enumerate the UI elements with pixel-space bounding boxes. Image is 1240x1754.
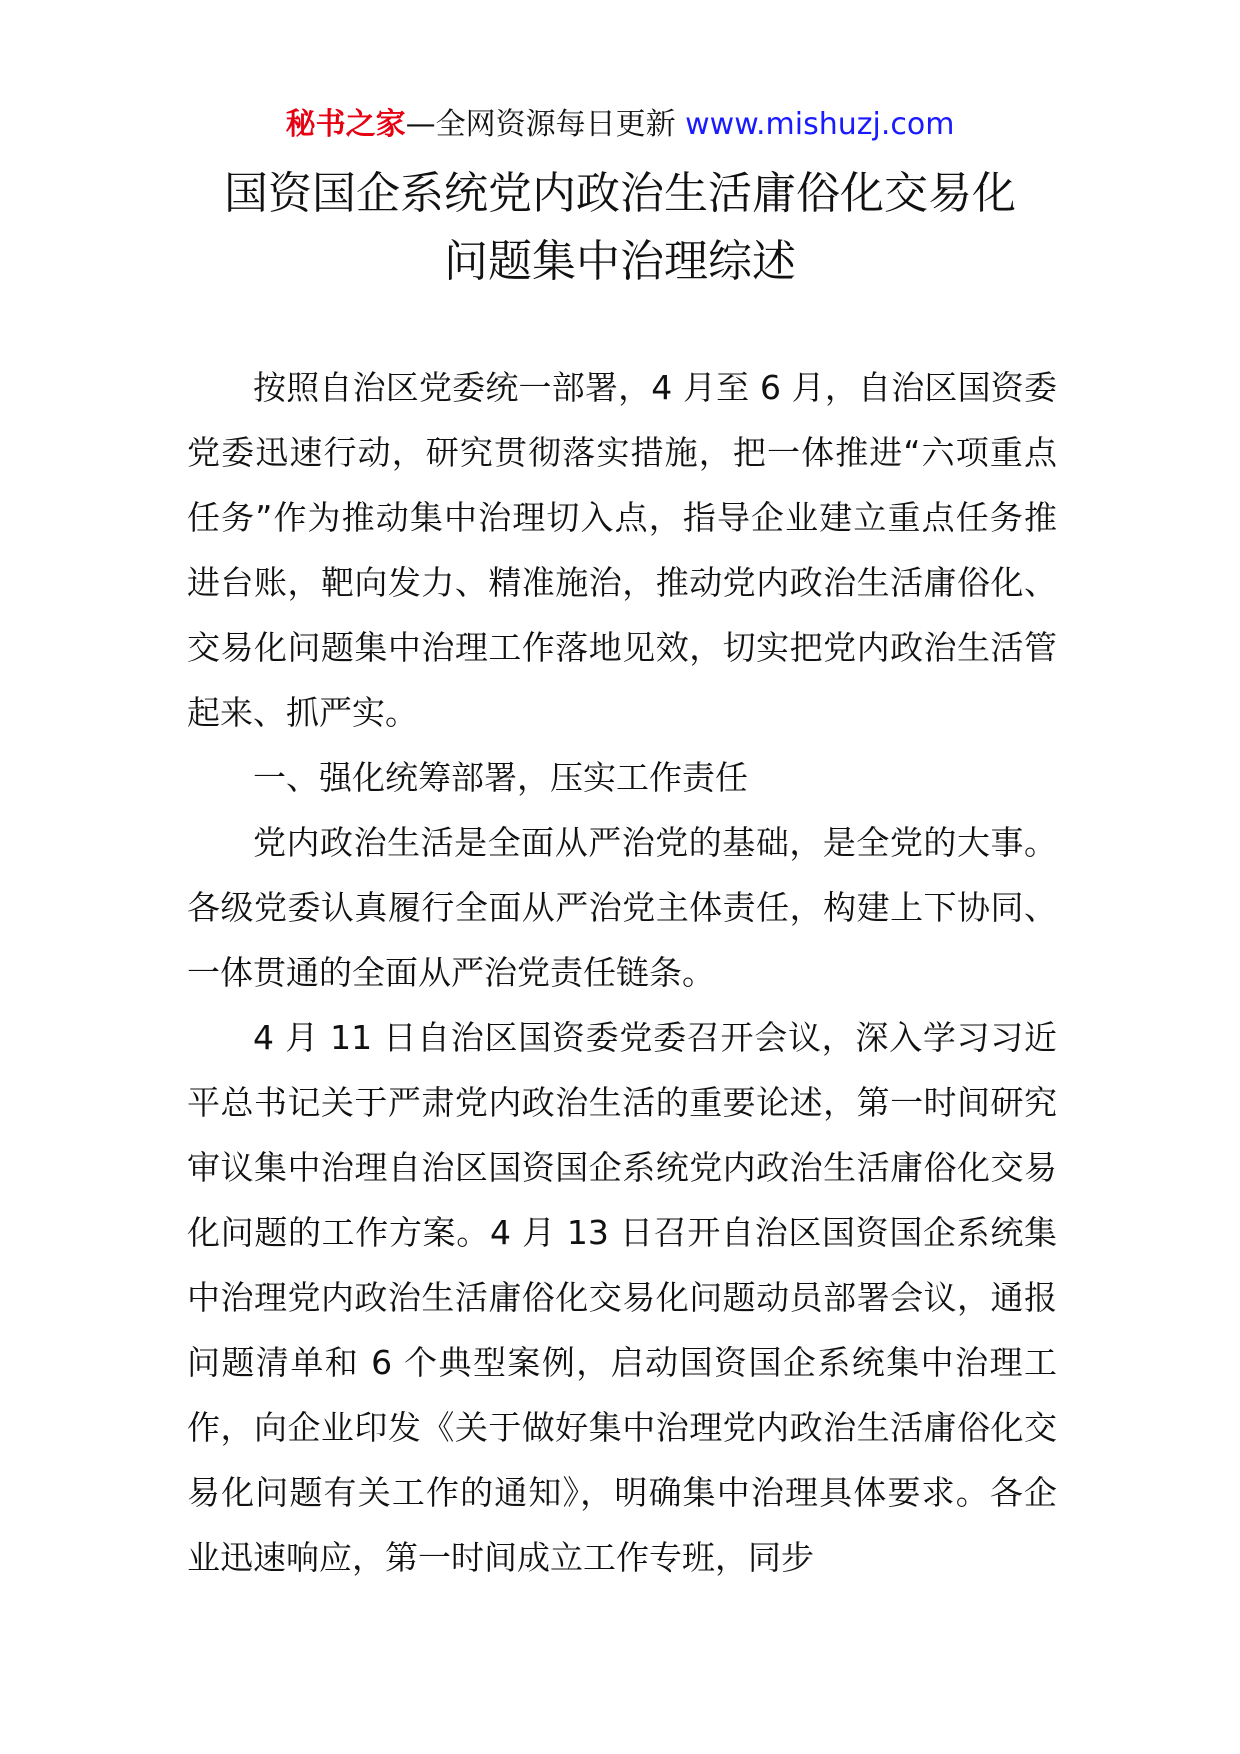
paragraph-2: 党内政治生活是全面从严治党的基础，是全党的大事。各级党委认真履行全面从严治党主体责任，构建上下协同、一体贯通的全面从严治党责任链条。	[187, 823, 1057, 992]
brand-name: 秘书之家	[285, 107, 406, 142]
paragraph-intro: 按照自治区党委统一部署，4 月至 6 月，自治区国资委党委迅速行动，研究贯彻落实措施，把一体推进“六项重点任务”作为推动集中治理切入点，指导企业建立重点任务推进台账，靶向发力、精准施治，推动党内政治生活庸俗化、交易化问题集中治理工作落地见效，切实把党内政治生活管起来、抓严实。	[187, 368, 1057, 732]
header-tagline: —全网资源每日更新	[405, 107, 676, 142]
title-line-1: 国资国企系统党内政治生活庸俗化交易化	[224, 168, 1016, 219]
paragraph-3: 4 月 11 日自治区国资委党委召开会议，深入学习习近平总书记关于严肃党内政治生活的重要论述，第一时间研究审议集中治理自治区国资国企系统党内政治生活庸俗化交易化问题的工作方案。4 月 13 日召开自治区国资国企系统集中治理党内政治生活庸俗化交易化问题动员部署会议，通报问题清单和 6 个典型案例，启动国资国企系统集中治理工作，向企业印发《关于做好集中治理党内政治生活庸俗化交易化问题有关工作的通知》，明确集中治理具体要求。各企业迅速响应，第一时间成立工作专班，同步	[187, 1018, 1057, 1577]
document-title	[150, 160, 1090, 296]
site-url-link[interactable]: www.mishuzj.com	[685, 107, 955, 142]
document-body	[187, 355, 1057, 1590]
title-line-2: 问题集中治理综述	[444, 236, 796, 287]
site-header	[0, 100, 1240, 150]
section-heading-1: 一、强化统筹部署，压实工作责任	[253, 758, 748, 797]
